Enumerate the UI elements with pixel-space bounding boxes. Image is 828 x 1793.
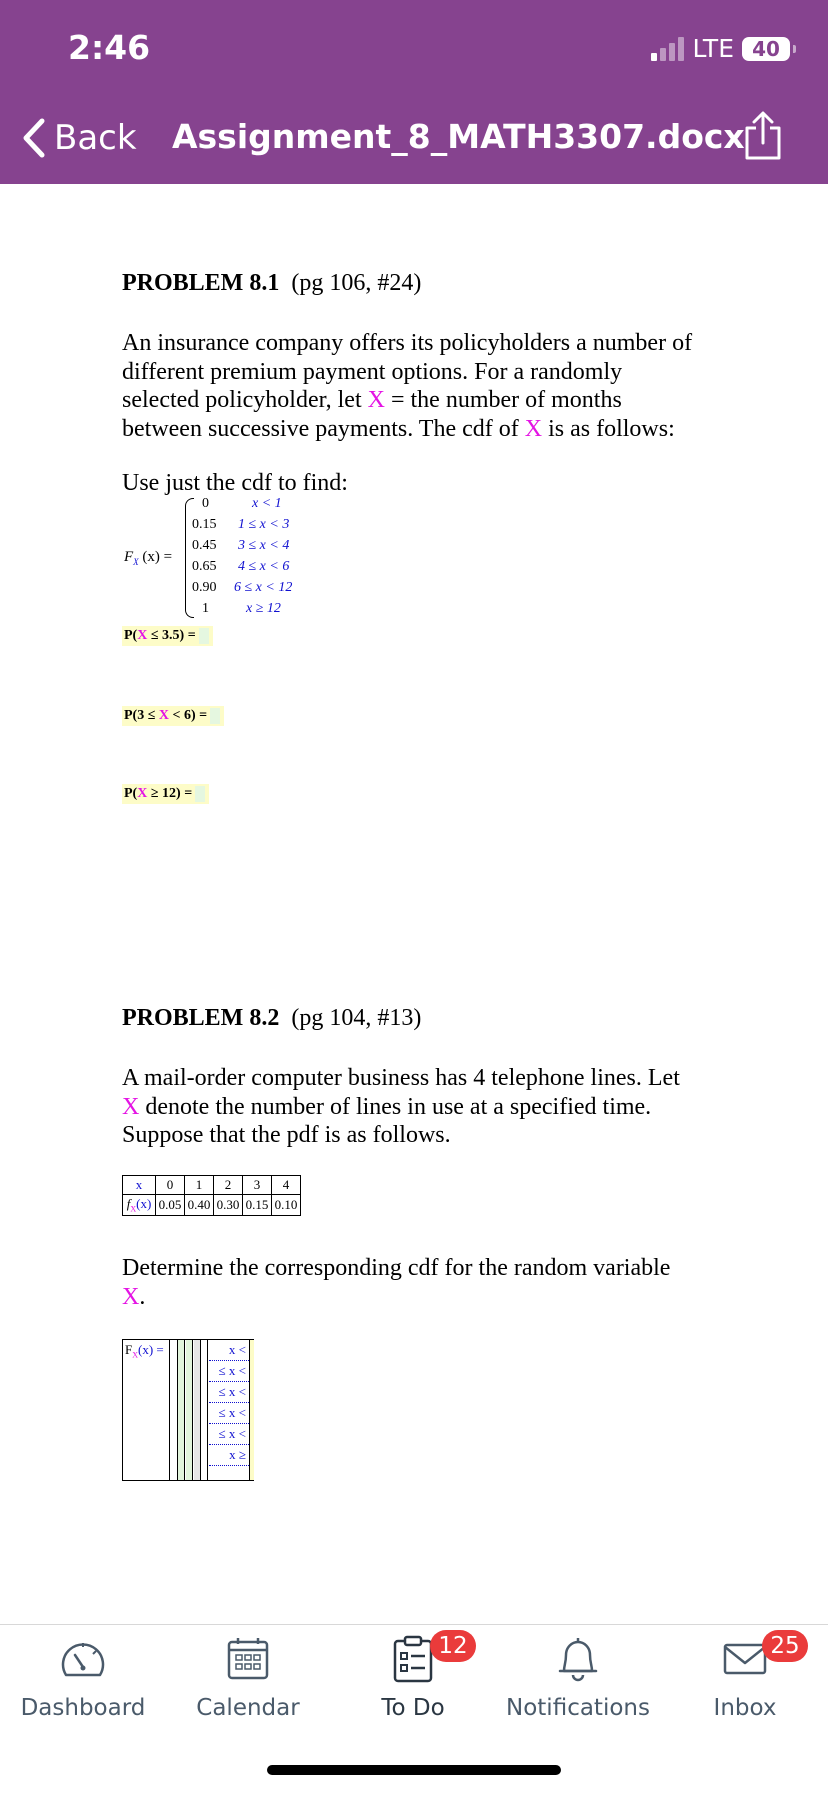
body-line: between successive payments. The cdf of X is as follows: [122,415,675,442]
answer-field-1[interactable]: P(X ≤ 3.5) = [122,626,213,646]
tab-dashboard[interactable]: Dashboard [0,1625,166,1745]
cdf-grid-conds: x < ≤ x < ≤ x < ≤ x < ≤ x < x ≥ [209,1340,249,1466]
tab-todo[interactable]: 12 To Do [330,1625,496,1745]
body-line: A mail-order computer business has 4 telephone lines. Let [122,1065,680,1091]
pdf-prob-row: $f_X(x)$ 0.05 0.40 0.30 0.15 0.10 [123,1195,301,1216]
cdf-brace [185,498,194,618]
body-line: different premium payment options. For a randomly [122,358,623,385]
problem-2-body [122,1064,680,1150]
status-time: 2:46 [68,28,151,67]
bell-icon [556,1635,600,1683]
pdf-x-row: x 0 1 2 3 4 [123,1176,301,1195]
answer-field-3[interactable]: P(X ≥ 12) = [122,784,209,804]
tab-notifications[interactable]: Notifications [495,1625,661,1745]
back-label: Back [54,118,137,158]
cdf-answer-grid[interactable] [122,1339,254,1481]
tab-inbox[interactable]: 25 Inbox [662,1625,828,1745]
tab-calendar[interactable]: Calendar [165,1625,331,1745]
document-title: Assignment_8_MATH3307.docx [172,117,745,156]
problem-1-instruction: Use just the cdf to find: [122,470,348,496]
cdf-lhs: $F_X$ (x) = [124,549,173,567]
calendar-icon [226,1635,270,1681]
todo-icon [391,1635,435,1683]
chevron-left-icon [22,118,46,158]
pdf-x-label: x [123,1176,156,1195]
app-header [0,0,828,184]
status-indicators [651,34,790,63]
share-button[interactable] [742,110,784,167]
pdf-table [122,1175,301,1216]
home-indicator[interactable] [267,1765,561,1775]
problem-1-heading: PROBLEM 8.1 (pg 106, #24) [122,270,422,296]
body-line: X denote the number of lines in use at a specified time. [122,1093,652,1120]
inbox-badge: 25 [762,1630,808,1662]
dashboard-icon [58,1635,108,1681]
battery-icon: 40 [742,37,790,61]
body-line: An insurance company offers its policyholders a number of [122,330,693,356]
problem-1-body [122,329,692,443]
signal-icon [651,37,684,61]
network-type: LTE [692,34,734,63]
body-line: Suppose that the pdf is as follows. [122,1122,451,1148]
cdf-grid-lhs: $F_X(x)$ = [125,1342,164,1360]
body-line: selected policyholder, let X = the number of months [122,387,622,413]
pdf-f-label: $f_X(x)$ [123,1195,156,1216]
back-button[interactable] [22,118,137,158]
share-icon [742,110,784,162]
problem-2-determine: Determine the corresponding cdf for the random variable X. [122,1255,671,1310]
document-viewer[interactable]: PROBLEM 8.1 (pg 106, #24) An insurance company offers its policyholders a number of different premium payment options. For a randomly selected policyholder, let X = the number of months between successive payments. The cdf of X is as follows: Use just the cdf to find: $F_X$ (x) = 0 x < 1 0.15 1 ≤ x < 3 0.45 3 ≤ x < 4 0.65 4 ≤ x < 6 0.90 6 ≤ x < 12 1 x ≥ 12 P(X ≤ 3.5) = P(3 ≤ X < 6) = P(X ≥ 12) = PROBLEM 8.2 (pg 104, #13) A mail-order computer business has 4 telephone lines. Let X denote the number of lines in use at a specified time. Suppose that the pdf is as follows. x 0 1 2 3 4 $f_X(x)$ 0.05 0.40 0.30 0.15 0.10 Determine the corresponding cdf for the random variable X. $F_X(x)$ = x < ≤ x < ≤ x < ≤ x < ≤ x < x ≥ [0,184,828,1624]
todo-badge: 12 [430,1630,476,1662]
answer-field-2[interactable]: P(3 ≤ X < 6) = [122,706,224,726]
problem-2-heading: PROBLEM 8.2 (pg 104, #13) [122,1005,422,1031]
